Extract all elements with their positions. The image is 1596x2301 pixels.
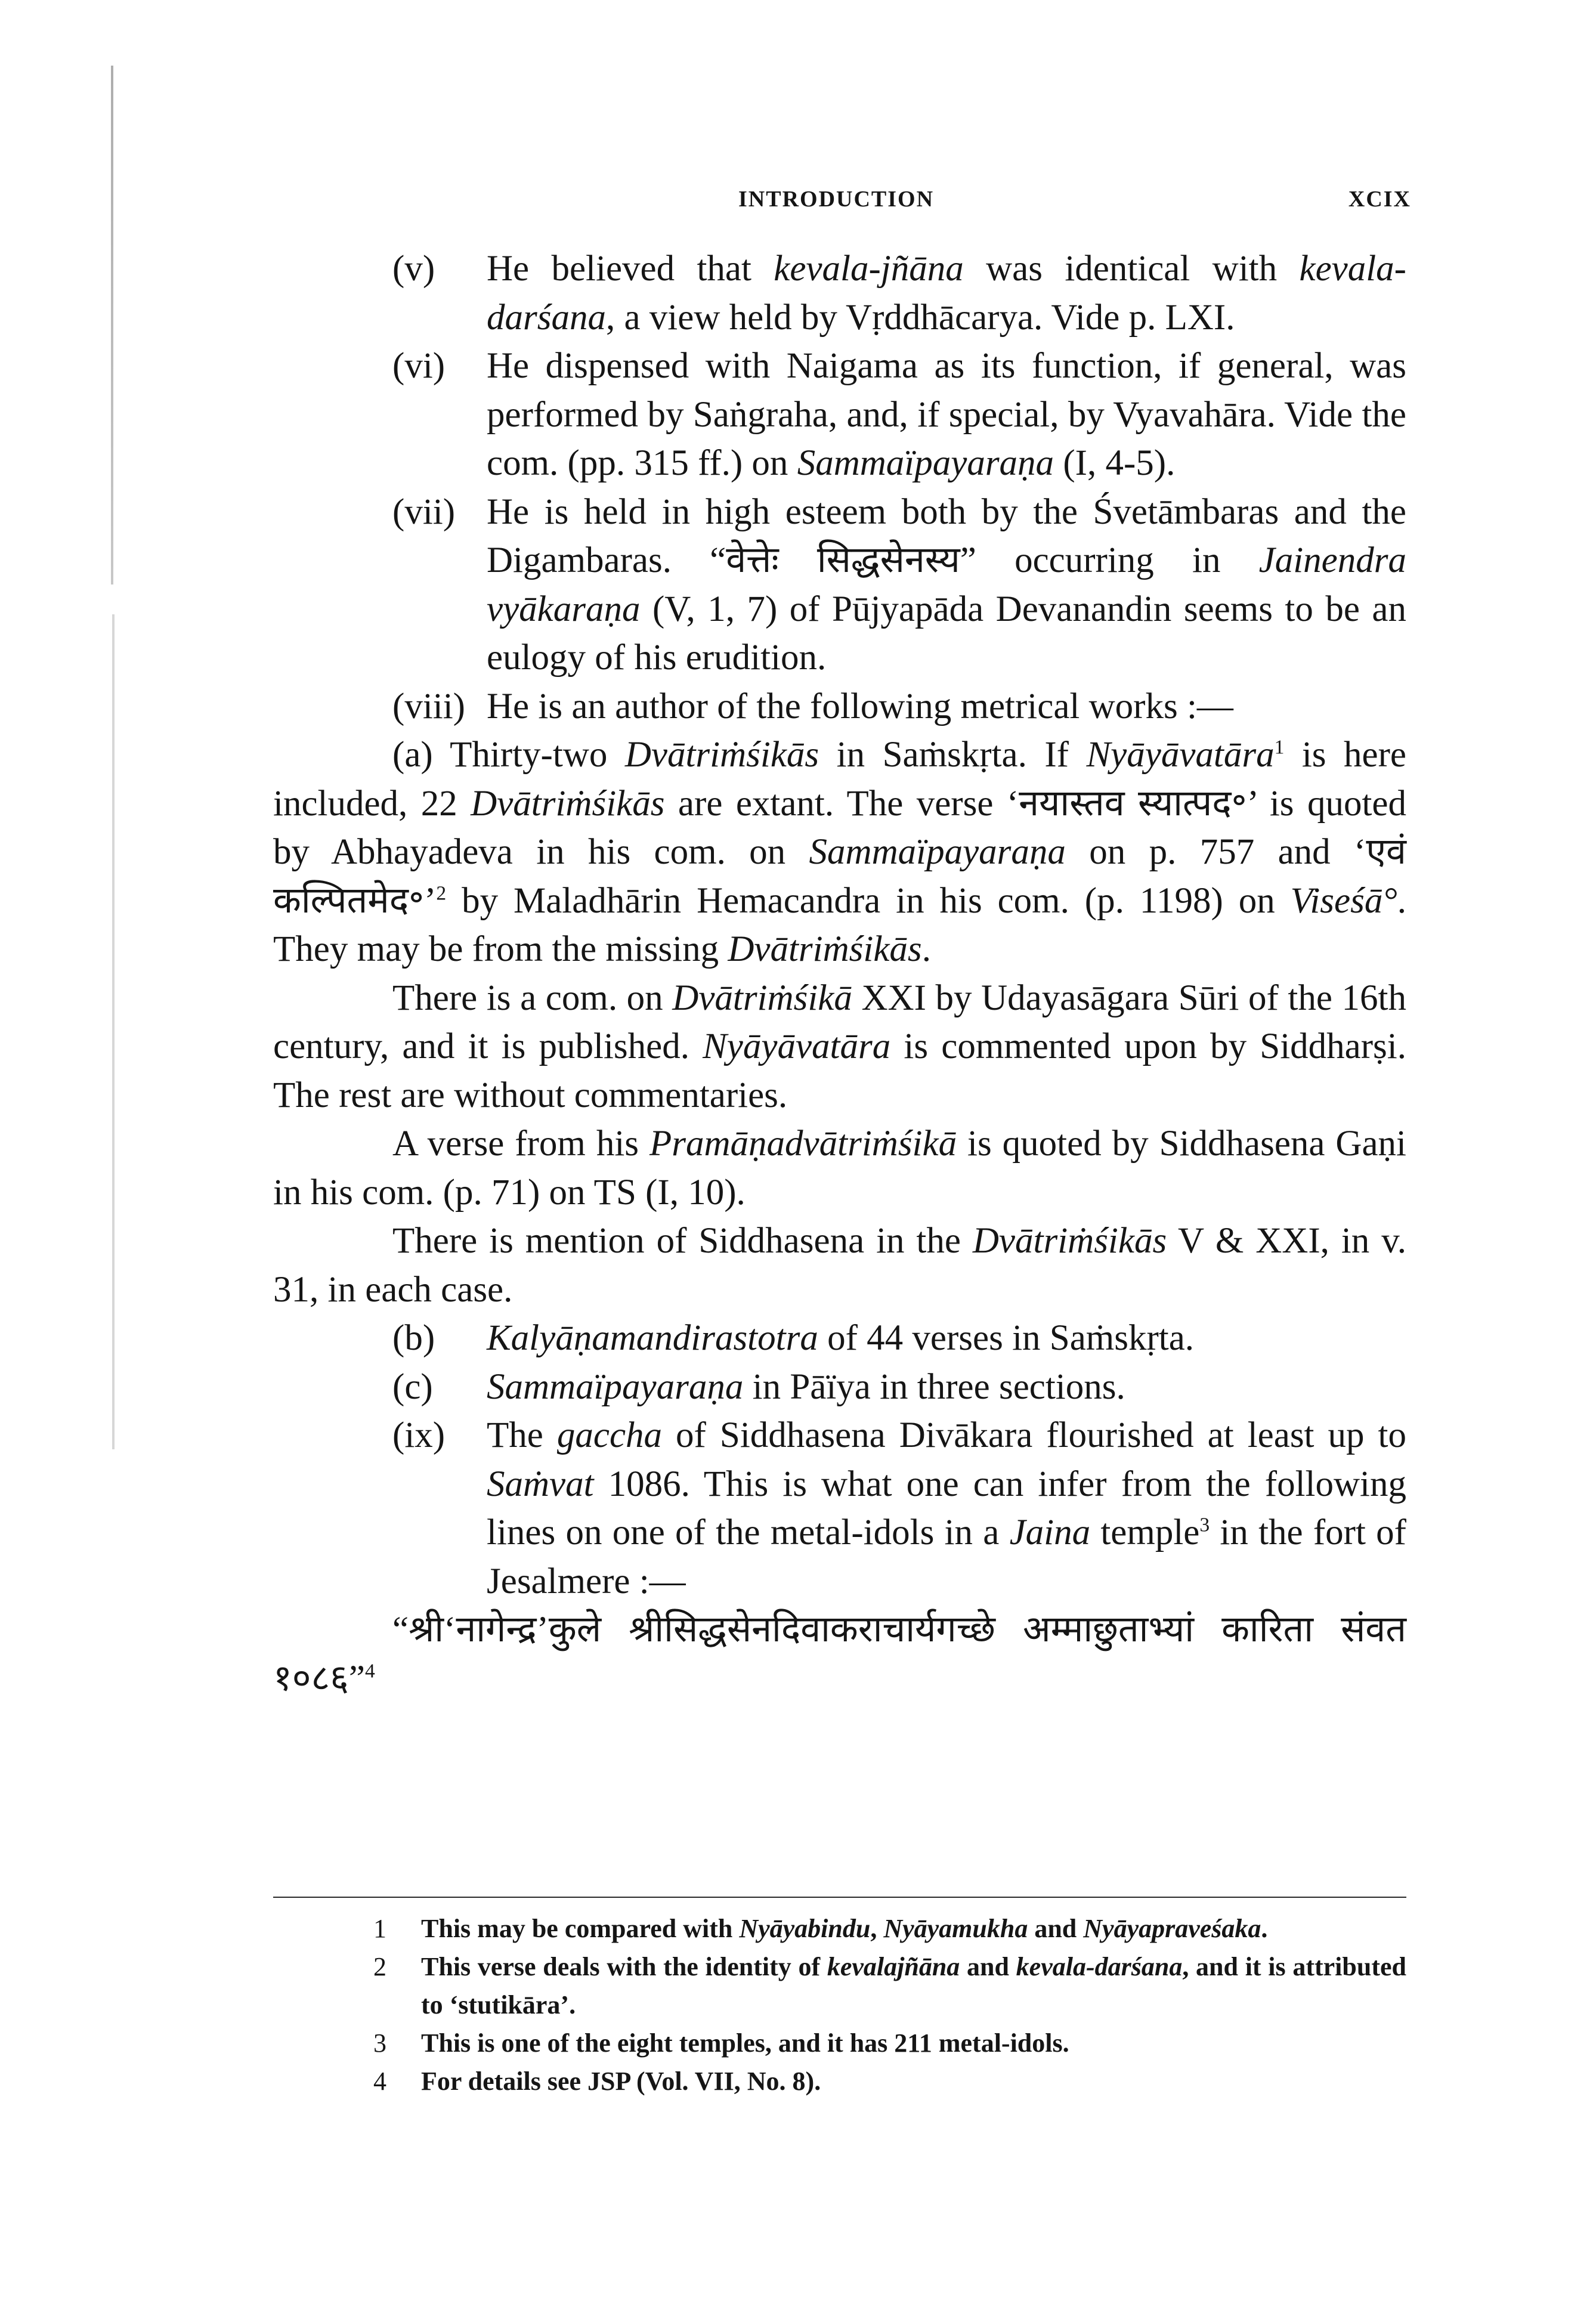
footnotes bbox=[273, 1897, 1406, 2101]
list-item bbox=[273, 1363, 1406, 1412]
page-number: XCIX bbox=[1348, 187, 1411, 212]
footnote bbox=[273, 1948, 1406, 2024]
footnote-text: For details see JSP (Vol. VII, No. 8). bbox=[421, 2067, 821, 2096]
item-text: He dispensed with Naigama as its function, if general, was performed by Saṅgraha, and, if special, by Vyavahāra. Vide the com. (pp. 315 ff.) on Sammaïpayaraṇa (I, 4-5). bbox=[487, 346, 1406, 483]
item-marker: (vi) bbox=[392, 346, 446, 386]
footnote-text: This is one of the eight temples, and it has 211 metal-idols. bbox=[421, 2028, 1069, 2058]
list-item bbox=[273, 245, 1406, 342]
item-marker: (v) bbox=[392, 249, 435, 289]
devanagari-inscription: “श्री‘नागेन्द्र’कुले श्रीसिद्धसेनदिवाकराचार्यगच्छे अम्माछुताभ्यां कारिता संवत १०८६”$^4$ bbox=[273, 1610, 1406, 1699]
list-item bbox=[273, 682, 1406, 731]
item-marker: (b) bbox=[392, 1318, 435, 1358]
scan-shadow-edge bbox=[112, 614, 115, 1449]
item-text: He is an author of the following metrical works :— bbox=[487, 686, 1233, 726]
footnote bbox=[273, 2062, 1406, 2101]
paragraph: There is a com. on Dvātriṁśikā XXI by Udayasāgara Sūri of the 16th century, and it is published. Nyāyāvatāra is commented upon by Siddharṣi. The rest are without commentaries. bbox=[273, 978, 1406, 1115]
item-marker: (vii) bbox=[392, 491, 456, 532]
footnote bbox=[273, 2024, 1406, 2062]
item-marker: (c) bbox=[392, 1366, 433, 1407]
item-text: He believed that kevala-jñāna was identical with kevala-darśana, a view held by Vṛddhācarya. Vide p. LXI. bbox=[487, 249, 1406, 338]
scan-shadow-edge bbox=[111, 66, 113, 584]
page-header bbox=[274, 186, 1411, 216]
item-marker: (ix) bbox=[392, 1415, 446, 1455]
footnote-text: This verse deals with the identity of kevalajñāna and kevala-darśana, and it is attributed to ‘stutikāra’. bbox=[421, 1952, 1406, 2019]
footnote-number: 1 bbox=[373, 1914, 386, 1943]
item-text: The gaccha of Siddhasena Divākara flourished at least up to Saṁvat 1086. This is what one can infer from the following lines on one of the metal-idols in a Jaina temple$^3$ in the fort of Jesalmere :— bbox=[487, 1415, 1407, 1601]
list-item bbox=[273, 1314, 1406, 1363]
footnote-number: 3 bbox=[373, 2028, 386, 2058]
item-text: He is held in high esteem both by the Śvetāmbaras and the Digambaras. “वेत्तेः सिद्धसेनस्य” occurring in Jainendra vyākaraṇa (V, 1, 7) of Pūjyapāda Devanandin seems to be an eulogy of his erudition. bbox=[487, 491, 1406, 678]
item-text: Sammaïpayaraṇa in Pāïya in three sections. bbox=[487, 1366, 1125, 1407]
footnote-number: 4 bbox=[373, 2067, 386, 2096]
item-text: Kalyāṇamandirastotra of 44 verses in Saṁskṛta. bbox=[487, 1318, 1195, 1358]
list-item bbox=[273, 1411, 1406, 1606]
item-marker: (viii) bbox=[392, 686, 465, 726]
running-head: INTRODUCTION bbox=[738, 187, 935, 212]
footnote-number: 2 bbox=[373, 1952, 386, 1981]
paragraph: A verse from his Pramāṇadvātriṁśikā is quoted by Siddhasena Gaṇi in his com. (p. 71) on TS (I, 10). bbox=[273, 1124, 1406, 1213]
list-item bbox=[273, 488, 1406, 682]
main-text bbox=[273, 245, 1406, 1703]
list-item bbox=[273, 342, 1406, 488]
paragraph: There is mention of Siddhasena in the Dvātriṁśikās V & XXI, in v. 31, in each case. bbox=[273, 1221, 1406, 1310]
footnote-text: This may be compared with Nyāyabindu, Nyāyamukha and Nyāyapraveśaka. bbox=[421, 1914, 1268, 1943]
sub-item-a: (a) Thirty-two Dvātriṁśikās in Saṁskṛta. If Nyāyāvatāra$^1$ is here included, 22 Dvātriṁśikās are extant. The verse ‘नयास्तव स्यात्पद॰’ is quoted by Abhayadeva in his com. on Sammaïpayaraṇa on p. 757 and ‘एवं कल्पितमेद॰’$^2$ by Maladhārin Hemacandra in his com. (p. 1198) on Viseśā°. They may be from the missing Dvātriṁśikās. bbox=[273, 735, 1406, 969]
footnote bbox=[273, 1910, 1406, 1948]
